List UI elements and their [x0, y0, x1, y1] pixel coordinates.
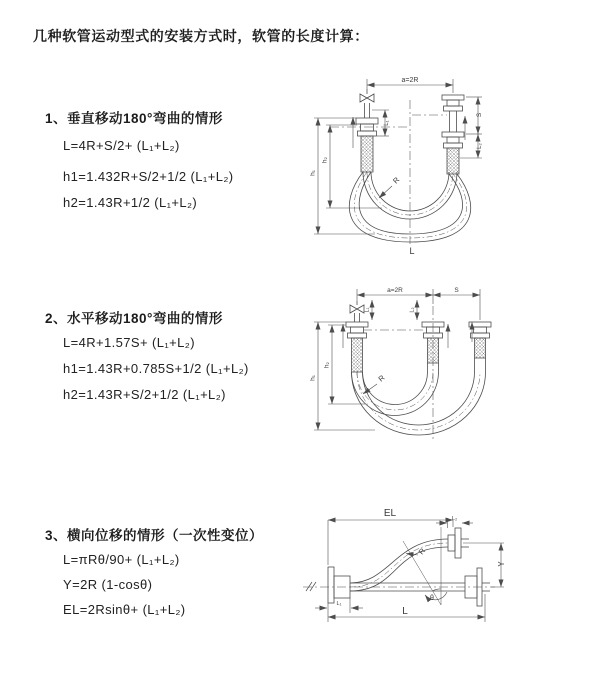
- label-l: L: [402, 606, 408, 617]
- diagram-horizontal-180-bend: [305, 280, 595, 465]
- label-h2: h₂: [321, 156, 329, 164]
- section-1-formula-L: L=4R+S/2+ (L₁+L₂): [63, 138, 180, 153]
- section-2-formula-h1: h1=1.43R+0.785S+1/2 (L₁+L₂): [63, 361, 249, 376]
- label-l1: L₁: [336, 601, 342, 607]
- dimension-el: [328, 520, 453, 565]
- label-s: S: [476, 112, 483, 118]
- label-y: Y: [497, 561, 506, 567]
- section-2-formula-L: L=4R+1.57S+ (L₁+L₂): [63, 335, 195, 350]
- right-flange-fitting-original: [442, 132, 464, 174]
- label-r: R: [391, 175, 402, 186]
- left-flange-fitting: [346, 322, 368, 372]
- label-a2r: a=2R: [401, 77, 419, 84]
- label-l2: L₂: [477, 143, 483, 149]
- label-r: R: [376, 373, 387, 384]
- braided-hose-section: [352, 338, 363, 372]
- section-2-formula-h2: h2=1.43R+S/2+1/2 (L₁+L₂): [63, 387, 226, 402]
- braided-hose-section: [361, 136, 373, 172]
- label-a2r: a=2R: [387, 287, 403, 294]
- centerlines: [363, 306, 433, 440]
- label-r: R: [416, 546, 428, 557]
- braided-hose-section: [475, 338, 486, 358]
- centerline-break-mark: [306, 582, 316, 591]
- label-l2: L₂: [409, 307, 416, 313]
- section-1-heading: 1、垂直移动180°弯曲的情形: [45, 111, 223, 126]
- valve-icon: [360, 89, 374, 118]
- right-flange-fitting-moved: [442, 95, 464, 132]
- section-2-heading: 2、水平移动180°弯曲的情形: [45, 311, 223, 326]
- dimension-h2: [326, 125, 382, 208]
- label-l2: L₂: [451, 516, 458, 522]
- left-flange-fitting: [356, 118, 378, 172]
- hose-bend-curves: [352, 372, 486, 435]
- dimension-h1: [314, 118, 375, 234]
- label-el: EL: [383, 508, 397, 519]
- valve-icon: [350, 301, 364, 322]
- label-h1: h₁: [309, 170, 317, 176]
- label-l1: L₁: [384, 120, 390, 126]
- angle-construction: [403, 527, 447, 605]
- page-title: 几种软管运动型式的安装方式时，软管的长度计算：: [33, 28, 369, 44]
- radius-leader: [379, 186, 392, 198]
- section-3-heading: 3、横向位移的情形（一次性变位）: [45, 528, 264, 543]
- label-theta: θ: [430, 595, 434, 602]
- section-1-formula-h2: h2=1.43R+1/2 (L₁+L₂): [63, 195, 198, 210]
- label-h2: h₂: [323, 361, 331, 369]
- label-s: S: [454, 287, 459, 294]
- diagram-lateral-displacement: [295, 495, 600, 645]
- label-l: L: [409, 246, 415, 256]
- section-3-formula-Y: Y=2R (1-cosθ): [63, 577, 153, 592]
- diagram-vertical-180-bend: [300, 70, 600, 270]
- braided-hose-section: [447, 148, 459, 174]
- section-1-formula-h1: h1=1.432R+S/2+1/2 (L₁+L₂): [63, 169, 234, 184]
- braided-hose-section: [428, 338, 439, 363]
- label-h1: h₁: [309, 375, 317, 381]
- left-flange-fitting: [328, 567, 350, 603]
- section-3-formula-L: L=πRθ/90+ (L₁+L₂): [63, 552, 180, 567]
- label-l1: L₁: [364, 307, 371, 313]
- section-3-formula-EL: EL=2Rsinθ+ (L₁+L₂): [63, 602, 186, 617]
